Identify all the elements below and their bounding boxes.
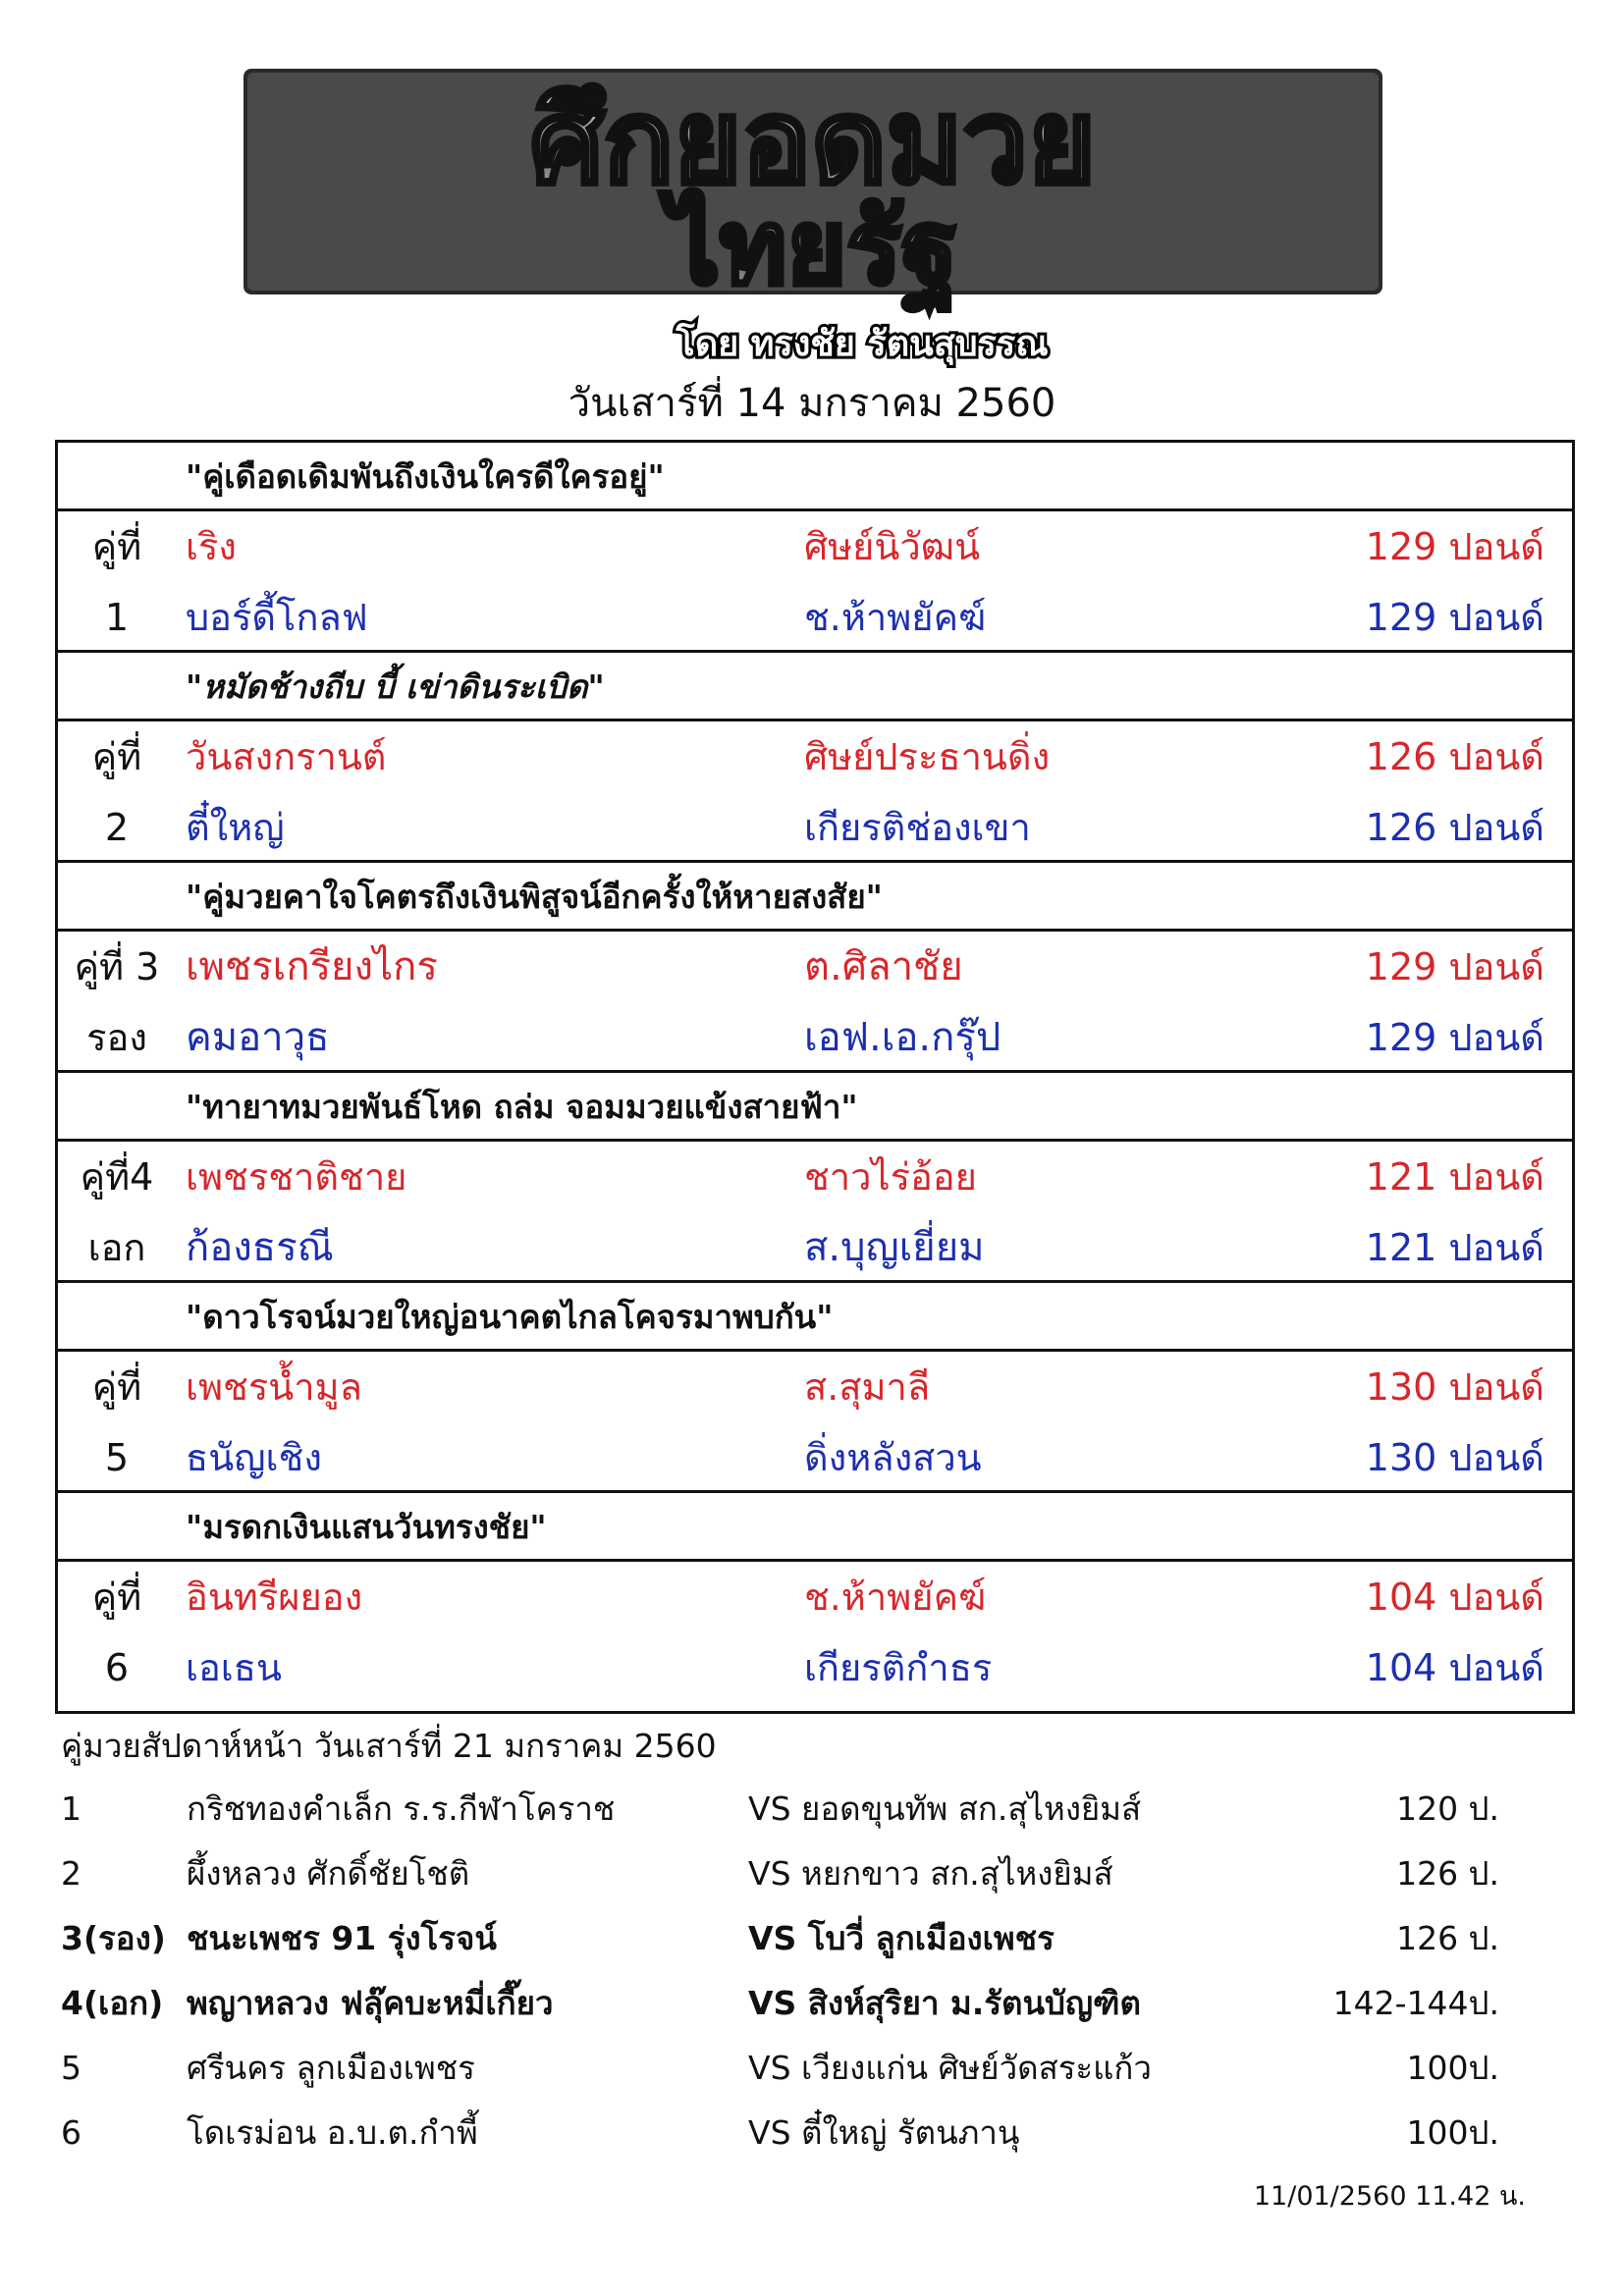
bout-2-title: "หมัดช้างถีบ บี้ เข่าดินระเบิด" (58, 653, 1572, 721)
bout-5 (58, 1352, 1572, 1493)
next-week-row (61, 1777, 1534, 1842)
weight: 126 ป. (1396, 1854, 1499, 1893)
bout-label: คู่ที่4 (80, 1155, 154, 1199)
blue-fighter-name: เอเธน (186, 1646, 282, 1689)
bout-1 (58, 511, 1572, 653)
blue-fighter-weight: 121 ปอนด์ (1365, 1226, 1544, 1269)
bout-6-title: "มรดกเงินแสนวันทรงชัย" (58, 1493, 1572, 1562)
bout-number: 6 (61, 2113, 81, 2152)
bout-4 (58, 1142, 1572, 1283)
blue-fighter-name: ธนัญเชิง (186, 1436, 322, 1479)
red-fighter-camp: ส.สุมาลี (804, 1365, 931, 1409)
fighter-2: VS เวียงแก่น ศิษย์วัดสระแก้ว (748, 2049, 1152, 2087)
red-fighter-weight: 126 ปอนด์ (1365, 735, 1544, 778)
bout-label: คู่ที่ (91, 525, 142, 568)
red-fighter-camp: ช.ห้าพยัคฆ์ (804, 1575, 987, 1619)
bout-3-blue-row (58, 1002, 1572, 1073)
bout-2-red-row (58, 721, 1572, 792)
bout-number: 5 (104, 1436, 130, 1479)
bout-2 (58, 721, 1572, 863)
red-fighter-weight: 129 ปอนด์ (1365, 525, 1544, 568)
red-fighter-name: อินทรีผยอง (186, 1575, 363, 1619)
blue-fighter-camp: ดิ่งหลังสวน (804, 1436, 982, 1479)
fighter-1: โดเรม่อน อ.บ.ต.กำพี้ (187, 2113, 478, 2152)
bout-rank: รอง (86, 1016, 147, 1059)
bout-number: 4(เอก) (61, 1984, 164, 2022)
fighter-1: ผึ้งหลวง ศักดิ์ชัยโชติ (187, 1854, 470, 1893)
bout-4-blue-row (58, 1212, 1572, 1283)
bout-1-title: "คู่เดือดเดิมพันถึงเงินใครดีใครอยู่" (58, 443, 1572, 511)
logo-byline: โดย ทรงชัย รัตนสุบรรณ (676, 324, 1049, 364)
blue-fighter-weight: 129 ปอนด์ (1365, 1016, 1544, 1059)
blue-fighter-camp: ส.บุญเยี่ยม (804, 1225, 985, 1270)
bout-number: 1 (61, 1789, 81, 1828)
red-fighter-name: เพชรชาติชาย (186, 1155, 407, 1199)
thairath-boxing-logo (234, 59, 1392, 373)
bout-label: คู่ที่ (91, 735, 142, 778)
bout-number: 1 (104, 596, 130, 639)
blue-fighter-weight: 126 ปอนด์ (1365, 806, 1544, 849)
next-week-row (61, 1971, 1534, 2036)
weight: 126 ป. (1396, 1919, 1499, 1957)
fighter-1: ชนะเพชร 91 รุ่งโรจน์ (187, 1919, 497, 1957)
fighter-1: กริชทองคำเล็ก ร.ร.กีฬาโคราช (187, 1789, 616, 1828)
weight: 100ป. (1406, 2049, 1499, 2087)
blue-fighter-weight: 130 ปอนด์ (1365, 1436, 1544, 1479)
bout-number: 6 (104, 1646, 130, 1689)
bout-3 (58, 932, 1572, 1073)
fighter-1: พญาหลวง ฟลุ๊คบะหมี่เกี๊ยว (187, 1984, 554, 2022)
bout-number: 2 (61, 1854, 81, 1893)
blue-fighter-name: คมอาวุธ (186, 1015, 330, 1060)
event-date: วันเสาร์ที่ 14 มกราคม 2560 (568, 381, 1056, 426)
red-fighter-camp: ศิษย์นิวัฒน์ (804, 525, 981, 568)
blue-fighter-camp: เกียรติช่องเขา (804, 806, 1031, 849)
logo-line2: ไทยรัฐ (668, 187, 958, 307)
bout-1-blue-row (58, 582, 1572, 653)
bout-label: คู่ที่ (91, 1365, 142, 1409)
bout-6-red-row (58, 1562, 1572, 1632)
bout-number: 5 (61, 2049, 81, 2087)
blue-fighter-camp: เอฟ.เอ.กรุ๊ป (804, 1015, 1001, 1060)
blue-fighter-camp: เกียรติกำธร (804, 1646, 993, 1689)
bout-1-red-row (58, 511, 1572, 582)
red-fighter-name: เริง (186, 525, 237, 568)
blue-fighter-weight: 129 ปอนด์ (1365, 596, 1544, 639)
red-fighter-camp: ชาวไร่อ้อย (804, 1155, 977, 1199)
red-fighter-weight: 121 ปอนด์ (1365, 1155, 1544, 1199)
bout-rank: เอก (87, 1226, 146, 1269)
blue-fighter-weight: 104 ปอนด์ (1365, 1646, 1544, 1689)
timestamp: 11/01/2560 11.42 น. (1253, 2181, 1526, 2212)
weight: 100ป. (1406, 2113, 1499, 2152)
blue-fighter-camp: ช.ห้าพยัคฆ์ (804, 596, 987, 639)
bout-6-blue-row (58, 1632, 1572, 1703)
fight-card (55, 440, 1575, 1714)
next-week-list (61, 1777, 1534, 2165)
bout-5-title: "ดาวโรจน์มวยใหญ่อนาคตไกลโคจรมาพบกัน" (58, 1283, 1572, 1352)
bout-number: 2 (104, 806, 130, 849)
red-fighter-weight: 104 ปอนด์ (1365, 1575, 1544, 1619)
bout-2-blue-row (58, 792, 1572, 863)
bout-6 (58, 1562, 1572, 1703)
bout-4-red-row (58, 1142, 1572, 1212)
fighter-2: VS หยกขาว สก.สุไหงยิมส์ (748, 1854, 1113, 1893)
weight: 120 ป. (1396, 1789, 1499, 1828)
bout-3-title: "คู่มวยคาใจโคตรถึงเงินพิสูจน์อีกครั้งให้หายสงสัย" (58, 863, 1572, 932)
fighter-2: VS สิงห์สุริยา ม.รัตนบัญฑิต (748, 1984, 1141, 2022)
bout-number: 3(รอง) (61, 1919, 166, 1957)
fighter-1: ศรีนคร ลูกเมืองเพชร (187, 2049, 475, 2087)
blue-fighter-name: ตี๋ใหญ่ (186, 806, 285, 849)
red-fighter-camp: ต.ศิลาชัย (804, 944, 963, 989)
bout-5-blue-row (58, 1422, 1572, 1493)
red-fighter-name: เพชรเกรียงไกร (186, 944, 438, 989)
bout-label: คู่ที่ 3 (74, 945, 160, 988)
blue-fighter-name: ก้องธรณี (186, 1225, 334, 1270)
fighter-2: VS ยอดขุนทัพ สก.สุไหงยิมส์ (748, 1789, 1142, 1828)
red-fighter-weight: 130 ปอนด์ (1365, 1365, 1544, 1409)
red-fighter-name: เพชรน้ำมูล (186, 1365, 362, 1409)
bout-4-title: "ทายาทมวยพันธ์โหด ถล่ม จอมมวยแข้งสายฟ้า" (58, 1073, 1572, 1142)
weight: 142-144ป. (1332, 1984, 1499, 2022)
fighter-2: VS โบวี่ ลูกเมืองเพชร (748, 1919, 1055, 1957)
next-week-row (61, 2036, 1534, 2101)
red-fighter-weight: 129 ปอนด์ (1365, 945, 1544, 988)
bout-3-red-row (58, 932, 1572, 1002)
red-fighter-camp: ศิษย์ประธานดิ่ง (804, 735, 1051, 778)
red-fighter-name: วันสงกรานต์ (186, 735, 387, 778)
next-week-title: คู่มวยสัปดาห์หน้า วันเสาร์ที่ 21 มกราคม 2560 (61, 1727, 717, 1765)
next-week-row (61, 1906, 1534, 1971)
next-week-row (61, 1842, 1534, 1906)
blue-fighter-name: บอร์ดี้โกลฟ (186, 596, 368, 639)
next-week-row (61, 2101, 1534, 2165)
bout-5-red-row (58, 1352, 1572, 1422)
bout-label: คู่ที่ (91, 1575, 142, 1619)
logo-line1: ศึกยอดมวย (529, 74, 1097, 209)
fighter-2: VS ตี๋ใหญ่ รัตนภานุ (748, 2113, 1020, 2152)
